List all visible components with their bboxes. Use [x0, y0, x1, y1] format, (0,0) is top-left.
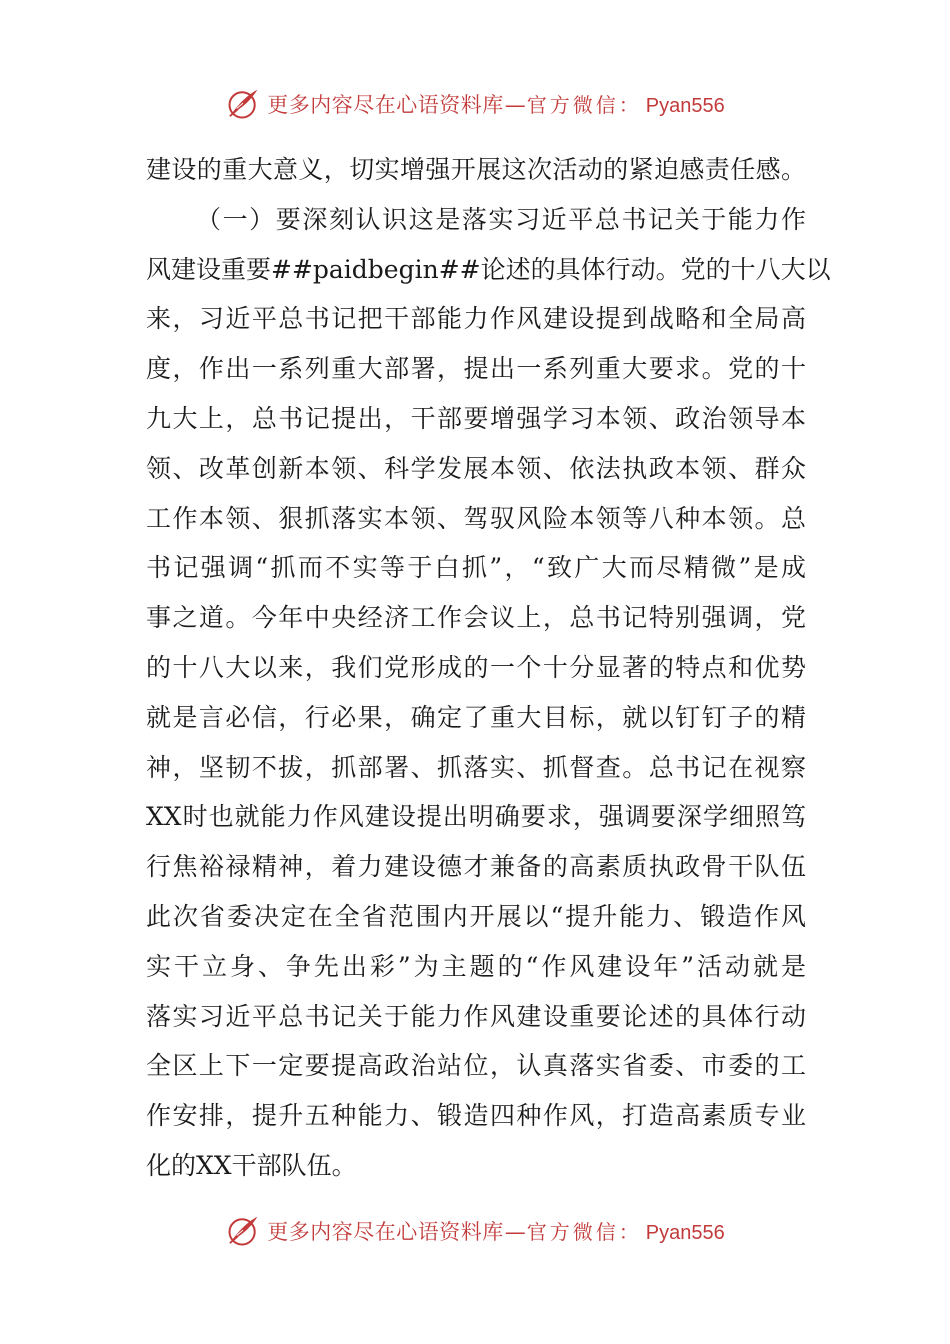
body-line: 行焦裕禄精神，着力建设德才兼备的高素质执政骨干队伍 [146, 852, 806, 882]
body-line: 建设的重大意义，切实增强开展这次活动的紧迫感责任感。 [146, 155, 806, 184]
document-body [146, 145, 831, 1191]
body-line: 工作本领、狠抓落实本领、驾驭风险本领等八种本领。总 [146, 503, 806, 533]
body-line: 九大上，总书记提出，干部要增强学习本领、政治领导本 [146, 403, 806, 433]
header-banner-title: 更多内容尽在心语资料库 [267, 93, 504, 117]
body-line: 作安排，提升五种能力、锻造四种作风，打造高素质专业 [146, 1101, 806, 1131]
body-line: 来，习近平总书记把干部能力作风建设提到战略和全局高 [146, 304, 806, 334]
body-line: 就是言必信，行必果，确定了重大目标，就以钉钉子的精 [146, 702, 806, 732]
body-line: XX时也就能力作风建设提出明确要求，强调要深学细照笃 [146, 802, 806, 832]
body-line: 度，作出一系列重大部署，提出一系列重大要求。党的十 [146, 354, 806, 384]
body-line: 事之道。今年中央经济工作会议上，总书记特别强调，党 [146, 603, 806, 633]
header-watermark-banner [0, 84, 950, 124]
header-wechat-id: Pyan556 [645, 95, 725, 117]
body-line: 领、改革创新本领、科学发展本领、依法执政本领、群众 [146, 453, 806, 483]
footer-banner-separator: — [504, 1220, 526, 1244]
footer-wechat-label: 官方微信： [526, 1220, 642, 1244]
header-wechat-label: 官方微信： [526, 93, 642, 117]
footer-banner-text [267, 1216, 724, 1246]
footer-watermark-banner [0, 1211, 950, 1251]
body-line: （一）要深刻认识这是落实习近平总书记关于能力作 [196, 204, 806, 234]
body-line: 此次省委决定在全省范围内开展以“提升能力、锻造作风 [146, 901, 806, 931]
quill-pen-logo-icon [225, 1213, 261, 1249]
body-line: 书记强调“抓而不实等于白抓”，“致广大而尽精微”是成 [146, 553, 806, 583]
body-line: 风建设重要##paidbegin##论述的具体行动。党的十八大以 [146, 254, 831, 284]
quill-pen-logo-icon [225, 86, 261, 122]
header-banner-text [267, 89, 724, 119]
header-banner-separator: — [504, 93, 526, 117]
body-line: 全区上下一定要提高政治站位，认真落实省委、市委的工 [146, 1051, 806, 1081]
footer-wechat-id: Pyan556 [645, 1222, 725, 1244]
body-line: 神，坚韧不拔，抓部署、抓落实、抓督查。总书记在视察 [146, 752, 806, 782]
body-line: 实干立身、争先出彩”为主题的“作风建设年”活动就是 [146, 951, 806, 981]
body-line: 落实习近平总书记关于能力作风建设重要论述的具体行动 [146, 1001, 806, 1031]
body-line: 化的XX干部队伍。 [146, 1150, 357, 1180]
body-line: 的十八大以来，我们党形成的一个十分显著的特点和优势 [146, 652, 806, 682]
footer-banner-title: 更多内容尽在心语资料库 [267, 1220, 504, 1244]
